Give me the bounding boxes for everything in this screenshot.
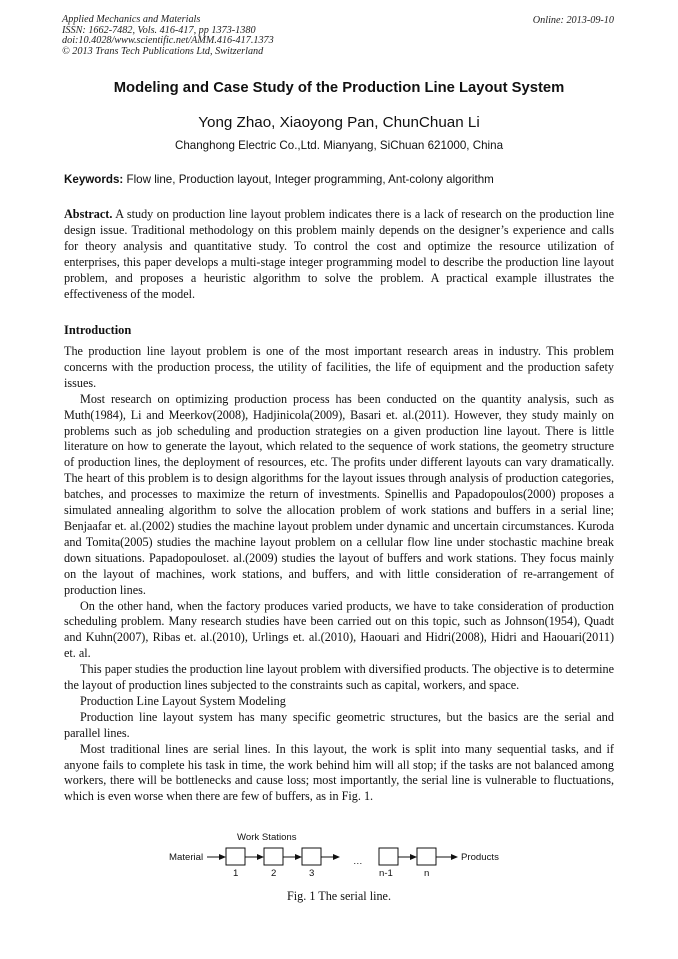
- abstract: [64, 207, 614, 302]
- keywords-text: Flow line, Production layout, Integer programming, Ant-colony algorithm: [123, 173, 494, 186]
- station-number: 1: [233, 868, 239, 878]
- journal-name: Applied Mechanics and Materials: [62, 14, 201, 25]
- station-number: 2: [271, 868, 277, 878]
- material-label: Material: [169, 852, 204, 863]
- paragraph: Production line layout system has many specific geometric structures, but the basics are the serial and parallel lines.: [64, 709, 614, 740]
- online-date: Online: 2013-09-10: [532, 15, 614, 26]
- station-box-n-1: [379, 848, 398, 865]
- station-number: n: [424, 868, 430, 878]
- affiliation: Changhong Electric Co.,Ltd. Mianyang, SiChuan 621000, China: [174, 139, 504, 152]
- ellipsis: …: [353, 856, 363, 867]
- work-stations-label: Work Stations: [237, 832, 297, 843]
- station-box-2: [264, 848, 283, 865]
- station-number: 3: [309, 868, 315, 878]
- abstract-text: A study on production line layout problem indicates there is a lack of research on the production line design issue. Traditional methodology on this problem mainly depends on the designer’s experience and calls for theory analysis and quantitative study. To control the cost and optimize the resource utilization of enterprises, this paper develops a multi-stage integer programming model to describe the production line layout problem, and proposes a heuristic algorithm to solve the problem. A practical example illustrates the effectiveness of the model.: [64, 207, 614, 301]
- subsection-heading: Production Line Layout System Modeling: [80, 693, 286, 708]
- paragraph: The production line layout problem is one of the most important research areas in industry. This problem concerns with the production process, the utility of facilities, the life of equipment and the production safety issues.: [64, 344, 614, 390]
- station-number: n-1: [379, 868, 393, 878]
- products-label: Products: [461, 852, 499, 863]
- journal-metadata: [62, 15, 274, 57]
- copyright-line: © 2013 Trans Tech Publications Ltd, Switzerland: [62, 45, 264, 57]
- section-heading-introduction: Introduction: [64, 323, 132, 337]
- issn-line: ISSN: 1662-7482, Vols. 416-417, pp 1373-1380: [62, 24, 256, 36]
- figure-caption: Fig. 1 The serial line.: [286, 889, 392, 903]
- paragraph: Most traditional lines are serial lines. In this layout, the work is split into many sequential tasks, and if anyone fails to complete his task in time, the work behind him will all stop; if the tasks are not balanced among workers, there will be bottlenecks and cause loss; most importantly, the serial line is vulnerable to fluctuations, which is even worse when there are few of buffers, as in Fig. 1.: [64, 741, 614, 804]
- doi-line: doi:10.4028/www.scientific.net/AMM.416-417.1373: [62, 35, 274, 47]
- serial-line-diagram: [165, 830, 525, 878]
- paragraph: On the other hand, when the factory produces varied products, we have to take consideration of production scheduling problem. Many research studies have been carried out on this topic, such as Johnson(1954), Quadt and Kuhn(2007), Ribas et. al.(2010), Urlings et. al.(2010), Haouari and Hidri(2008), Hidri and Haouari(2011) et. al.: [64, 598, 614, 661]
- keywords: [64, 173, 494, 186]
- paragraph: This paper studies the production line layout problem with diversified products. The objective is to determine the layout of production lines subjected to the constraints such as capital, workers, and space.: [64, 662, 614, 693]
- paragraph: Most research on optimizing production process has been conducted on the quantity analysis, such as Muth(1984), Li and Meerkov(2008), Hadjinicola(2009), Basari et. al.(2011). However, they study mainly on problems such as job scheduling and production strategies on a given production line layout. There is little literature on how to generate the layout, which related to the sequence of work stations, the geometry structure of production lines, the deployment of resources, etc. The profits under different layouts can vary dramatically. The heart of this problem is to design algorithms for the layout issues through analysis of production categories, batches, and processes to maximize the return of investments. Spinellis and Papadopoulos(2000) proposes a simulated annealing algorithm to solve the allocation problem of work stations and buffers in a serial line; Benjaafar et. al.(2002) studies the machine layout problem under dynamic and uncertain circumstances. Kuroda and Tomita(2005) studies the machine layout problem on a cellular flow line under stochastic machine break down situations. Papadopouloset. al.(2009) studies the layout of buffers and work stations. They focus mainly on the layout of machines, work stations, and buffers, and with little consideration of re-arrangement of production lines.: [64, 391, 614, 597]
- introduction-body: [64, 344, 614, 805]
- keywords-label: Keywords:: [64, 173, 124, 186]
- paper-title: Modeling and Case Study of the Production Line Layout System: [113, 80, 565, 96]
- station-box-3: [302, 848, 321, 865]
- abstract-label: Abstract.: [64, 207, 113, 221]
- author-list: Yong Zhao, Xiaoyong Pan, ChunChuan Li: [198, 114, 480, 131]
- station-box-n: [417, 848, 436, 865]
- station-box-1: [226, 848, 245, 865]
